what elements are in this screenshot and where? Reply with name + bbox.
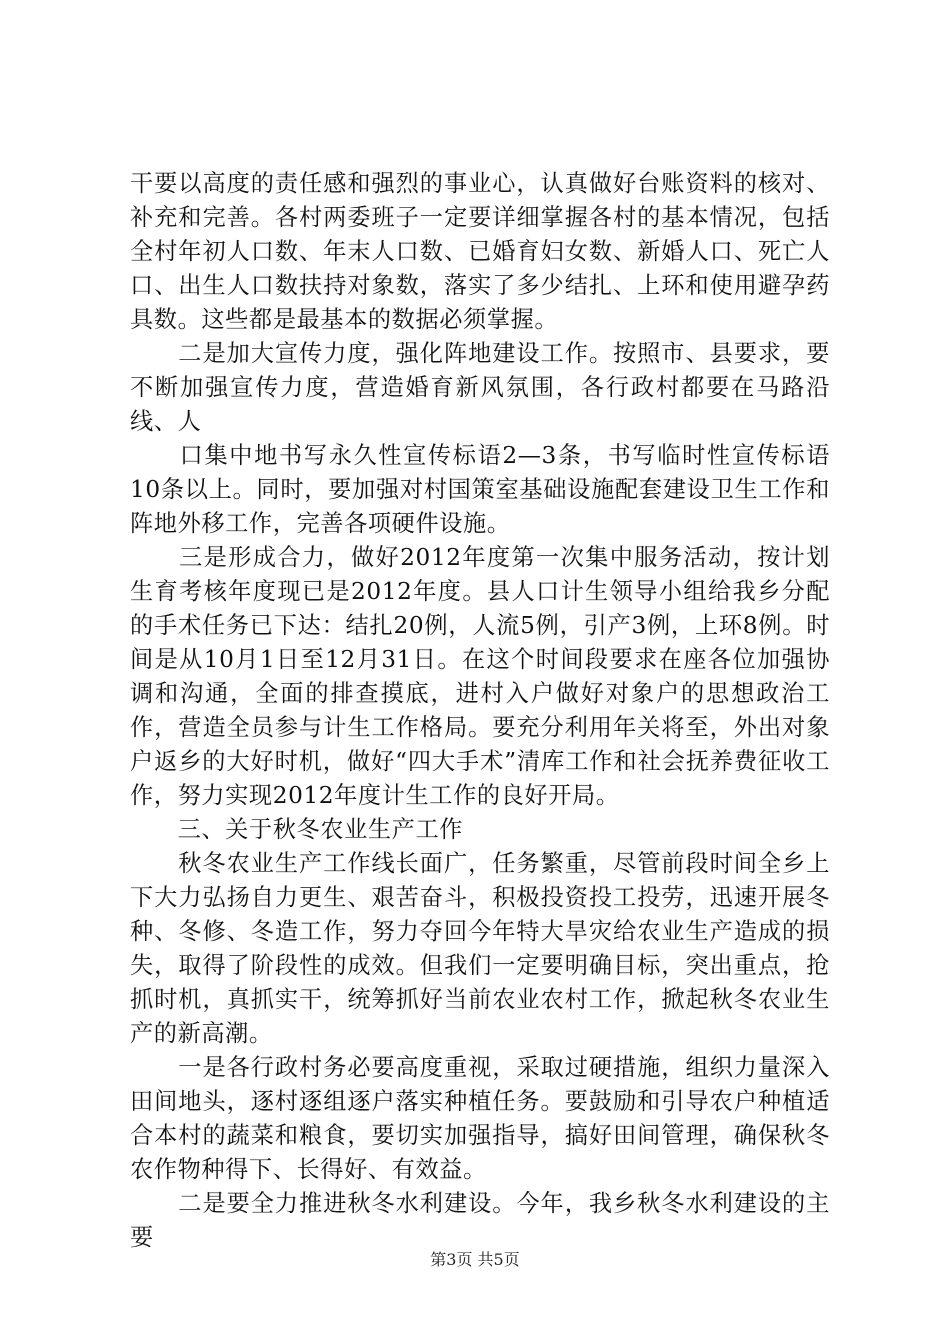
paragraph: 一是各行政村务必要高度重视，采取过硬措施，组织力量深入田间地头，逐村逐组逐户落实种植任务。要鼓励和引导农户种植适合本村的蔬菜和粮食，要切实加强指导，搞好田间管理，确保秋冬农作物种得下、长得好、有效益。 xyxy=(130,1054,830,1183)
paragraph: 干要以高度的责任感和强烈的事业心，认真做好台账资料的核对、补充和完善。各村两委班子一定要详细掌握各村的基本情况，包括全村年初人口数、年末人口数、已婚育妇女数、新婚人口、死亡人口、出生人口数扶持对象数，落实了多少结扎、上环和使用避孕药具数。这些都是最基本的数据必须掌握。 xyxy=(130,170,830,333)
paragraph: 二是加大宣传力度，强化阵地建设工作。按照市、县要求，要不断加强宣传力度，营造婚育新风氛围，各行政村都要在马路沿线、人 xyxy=(130,340,830,435)
paragraph: 三是形成合力，做好2012年度第一次集中服务活动，按计划生育考核年度现已是2012年度。县人口计生领导小组给我乡分配的手术任务已下达：结扎20例，人流5例，引产3例，上环8例。时间是从10月1日至12月31日。在这个时间段要求在座各位加强协调和沟通，全面的排查摸底，进村入户做好对象户的思想政治工作，营造全员参与计生工作格局。要充分利用年关将至，外出对象户返乡的大好时机，做好“四大手术”清库工作和社会抚养费征收工作，努力实现2012年度计生工作的良好开局。 xyxy=(130,544,830,809)
body-text xyxy=(130,167,830,1255)
paragraph: 口集中地书写永久性宣传标语2—3条，书写临时性宣传标语10条以上。同时，要加强对村国策室基础设施配套建设卫生工作和阵地外移工作，完善各项硬件设施。 xyxy=(130,442,830,537)
paragraph: 二是要全力推进秋冬水利建设。今年，我乡秋冬水利建设的主要 xyxy=(130,1190,830,1251)
section-heading: 三、关于秋冬农业生产工作 xyxy=(130,816,464,843)
page-number: 第3页 共5页 xyxy=(430,1250,520,1269)
paragraph: 秋冬农业生产工作线长面广，任务繁重，尽管前段时间全乡上下大力弘扬自力更生、艰苦奋斗，积极投资投工投劳，迅速开展冬种、冬修、冬造工作，努力夺回今年特大旱灾给农业生产造成的损失，取得了阶段性的成效。但我们一定要明确目标，突出重点，抢抓时机，真抓实干，统筹抓好当前农业农村工作，掀起秋冬农业生产的新高潮。 xyxy=(130,850,830,1047)
